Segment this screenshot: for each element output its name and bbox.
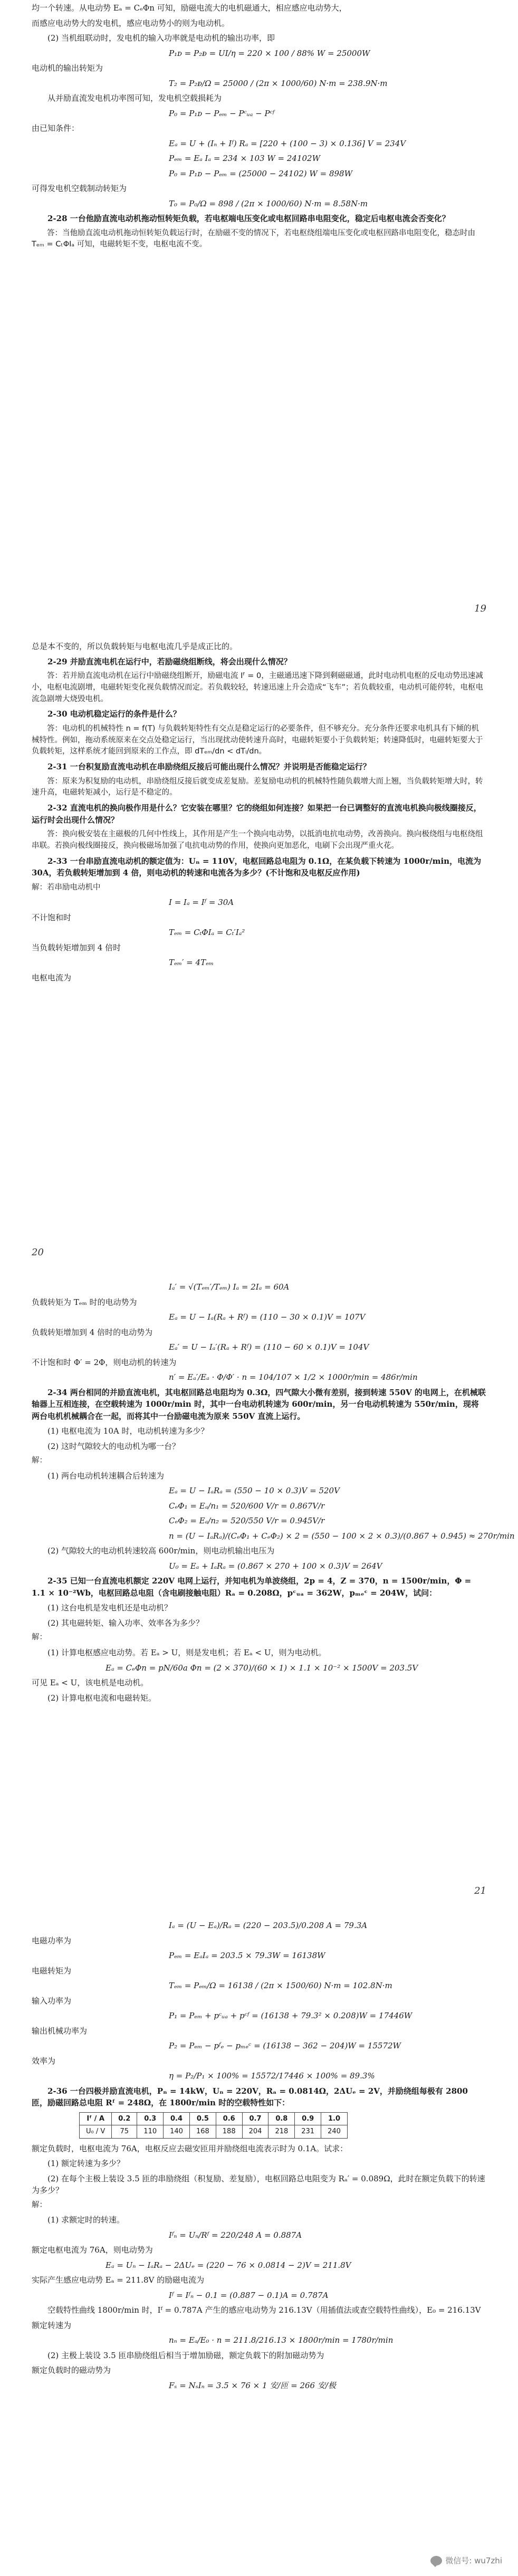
text-line: 输出机械功率为 [32, 2026, 88, 2036]
page-number: 20 [32, 1247, 44, 1258]
text-line: 额定电枢电流为 76A，则电动势为 [32, 2245, 153, 2255]
page-4 [0, 1915, 518, 2576]
text-line: 空载特性曲线 1800r/min 时，Iᶠ = 0.787A 产生的感应电动势为 216.13V（用插值法或查空载特性曲线），E₀ = 216.13V [47, 2305, 481, 2315]
watermark-text: 微信号: wu7zhi [445, 2555, 502, 2565]
equation: P₁ = Pₑₘ + pᶜᵤₐ + pᶜᶠ = (16138 + 79.3² × 0.208)W = 17446W [169, 2011, 413, 2020]
text-line: 均一个转速。从电动势 Eₐ = CₑΦn 可知，励磁电流大的电机磁通大，相应感应电动势大， [32, 3, 347, 13]
text-line: 电动机的输出转矩为 [32, 63, 103, 73]
table-cell: 204 [242, 2125, 268, 2139]
text-line: (2) 主极上装设 3.5 匝串励绕组后相当于增加励磁，额定负载下的附加磁动势为 [47, 2350, 324, 2360]
equation: Eₐ = U − IₐRₐ = (550 − 10 × 0.3)V = 520V [169, 1486, 340, 1496]
table-cell: 140 [164, 2125, 190, 2139]
text-line: 从并励直流发电机功率图可知，发电机空载损耗为 [47, 93, 222, 103]
equation: Fₛ = NₛIₙ = 3.5 × 76 × 1 安/匝 = 266 安/极 [169, 2380, 336, 2390]
table-cell: 0.6 [216, 2112, 242, 2125]
table-cell: 0.2 [112, 2112, 137, 2125]
equation: P₀ = P₁ᴅ − Pₑₘ = (25000 − 24102) W = 898W [169, 168, 352, 178]
table-cell: 1.0 [321, 2112, 348, 2125]
table-cell: 0.5 [189, 2112, 216, 2125]
page-number: 21 [474, 1885, 486, 1896]
table-header-row [80, 2112, 348, 2125]
equation: Pₑₘ = Eₐ Iₐ = 234 × 103 W = 24102W [169, 154, 321, 163]
table-cell: 0.9 [295, 2112, 321, 2125]
text-line: (1) 两台电动机转速耦合后转速为 [47, 1471, 165, 1481]
text-line: 效率为 [32, 2056, 56, 2066]
text-line: (2) 在每个主极上装设 3.5 匝的串励绕组（积复励、差复励），电枢回路总电阻变为 Rₐ′ = 0.089Ω，此时在额定负载下的转速为多少？ [32, 2173, 485, 2195]
text-line: (1) 这台电机是发电机还是电动机？ [47, 1603, 172, 1613]
question-2-29: 2-29 并励直流电机在运行中，若励磁绕组断线，将会出现什么情况？ [47, 656, 292, 666]
table-cell: 168 [189, 2125, 216, 2139]
table-cell: 0.3 [137, 2112, 164, 2125]
table-cell: 75 [112, 2125, 137, 2139]
text-line: 额定负载时的磁动势为 [32, 2365, 111, 2375]
equation: Tₑₘ = CₜΦIₐ = Cₜ′Iₐ² [169, 928, 245, 938]
text-line: (2) 计算电枢电流和电磁转矩。 [47, 1693, 157, 1703]
text-line: 额定负载时，电枢电流为 76A，电枢反应去磁安匝用并励绕组电流表示时为 0.1A。试求： [32, 2143, 348, 2153]
answer-2-31: 答：原来为积复励的电动机，串励绕组反接后就变成差复励。差复励电动机的机械特性随负载增大而上翘，当负载转矩增大时，转速升高，电磁转矩减小，运行是不稳定的。 [32, 777, 483, 797]
answer-2-32: 答：换向极安装在主磁极的几何中性线上，其作用是产生一个换向电动势，以抵消电抗电动势，改善换向。换向极绕组与电枢绕组串联。若换向极线圈接反，换向极磁场加强了电抗电动势的作用，使换向更加恶化，电刷下会出现严重火花。 [32, 830, 483, 850]
question-2-34: 2-34 两台相同的并励直流电机，其电枢回路总电阻均为 0.3Ω，四气隙大小微有差别，接到转速 550V 的电网上，在机械联轴器上互相连接，在空载转速为 1000r/min 时，其中一台电动机转速为 600r/min，另一台电动机转速为 550r/min，现将两台电机机械耦合在一起，而将其中一台励磁电流为原来 550V 直流上运行。 [32, 1387, 486, 1421]
text-line: (2) 这时气隙较大的电动机为哪一台？ [47, 1441, 180, 1451]
text-line: 不计饱和时 [32, 912, 72, 922]
table-cell: 0.8 [268, 2112, 295, 2125]
equation: Eₐ = CₑΦn = pN/60a Φn = (2 × 370)/(60 × 1) × 1.1 × 10⁻² × 1500V = 203.5V [105, 1663, 418, 1673]
equation: P₀ = P₁ᴅ − Pₑₘ − Pᶜᵤₐ − Pᶜᶠ [169, 108, 275, 118]
no-load-characteristic-table [79, 2112, 348, 2139]
equation: Iₐ′ = √(Tₑₘ′/Tₑₘ) Iₐ = 2Iₐ = 60A [169, 1282, 290, 1292]
page-3 [0, 1277, 518, 1915]
solution-label: 解： [32, 1633, 47, 1642]
equation: n = (U − IₐRₐ)/(CₑΦ₁ + CₑΦ₂) × 2 = (550 − 100 × 2 × 0.3)/(0.867 + 0.945) ≈ 270r/min [169, 1531, 515, 1541]
table-cell: 231 [295, 2125, 321, 2139]
equation: Iᶠ = Iᶠₙ − 0.1 = (0.887 − 0.1)A = 0.787A [169, 2290, 329, 2300]
equation: Eₐ = Uₙ − IₐRₐ − 2ΔUₑ = (220 − 76 × 0.0814 − 2)V = 211.8V [105, 2260, 351, 2270]
equation: Eₐ = U − Iₐ(Rₐ + Rᶠ) = (110 − 30 × 0.1)V = 107V [169, 1312, 366, 1322]
equation: P₁ᴅ = P₂ᴆ = UI/η = 220 × 100 / 88% W = 25000W [169, 48, 370, 58]
text-line: 当负载转矩增加到 4 倍时 [32, 942, 121, 952]
equation: Tₑₘ′ = 4Tₑₘ [169, 958, 214, 968]
text-line: 总是本不变的，所以负载转矩与电枢电流几乎是成正比的。 [32, 642, 238, 651]
equation: Iᶠₙ = Uₙ/Rᶠ = 220/248 A = 0.887A [169, 2230, 302, 2240]
text-line: 输入功率为 [32, 1996, 72, 2006]
equation: I = Iₐ = Iᶠ = 30A [169, 898, 234, 908]
equation: U₀ = Eₐ + IₐRₐ = (0.867 × 270 + 100 × 0.3)V = 264V [169, 1561, 382, 1571]
answer-2-29: 答：若并励直流电动机在运行中励磁绕组断开，励磁电流 Iᶠ = 0，主磁通迅速下降到剩磁磁通，此时电动机电枢的反电动势迅速减小，电枢电流剧增，电磁转矩变化视负载情况而定。若负载较轻，转速迅速上升会造成“飞车”；若负载较重，电动机可能停转，电枢电流急剧增大烧毁电机。 [32, 672, 484, 703]
text-line: (1) 额定转速为多少？ [47, 2159, 125, 2168]
equation: η = P₂/P₁ × 100% = 15572/17446 × 100% = 89.3% [169, 2071, 375, 2081]
solution-label: 解： [32, 2200, 47, 2209]
question-2-36: 2-36 一台四极并励直流电机，Pₙ = 14kW，Uₙ = 220V，Rₐ = 0.0814Ω，2ΔUₑ = 2V，并励绕组每极有 2800 匝，励磁回路总电阻 Rᶠ = 248Ω，在 1800r/min 时的空载特性如下： [32, 2086, 468, 2107]
text-line: 电磁功率为 [32, 1935, 72, 1945]
table-cell: U₀ / V [80, 2125, 112, 2139]
question-2-35: 2-35 已知一台直流电机额定 220V 电网上运行，并知电机为单波绕组，2p = 4，Z = 370，n = 1500r/min，Φ = 1.1 × 10⁻²Wb，电枢回路总电阻（含电刷接触电阻）Rₐ = 0.208Ω，pᶜᵤₐ = 362W，pₘₑᶜ = 204W，试问： [32, 1576, 472, 1598]
equation: Eₐ = U + (Iₙ + Iᶠ) Rₐ = [220 + (100 − 3) × 0.136] V = 234V [169, 138, 406, 148]
answer-2-30: 答：电动机的机械特性 n = f(T) 与负载转矩特性有交点是稳定运行的必要条件，但不够充分。充分条件还要求电机具有下倾的机械特性。例如，拖动系统原来在交点处稳定运行，当出现扰动使转速升高时，电磁转矩要小于负载转矩；转速降低时，电磁转矩要大于负载转矩，这样系统才能回到原来的工作点，即 dTₑₘ/dn < dTₗ/dn。 [32, 724, 483, 756]
text-line: 负载转矩增加到 4 倍时的电动势为 [32, 1327, 153, 1337]
equation: Eₐ′ = U − Iₐ′(Rₐ + Rᶠ) = (110 − 60 × 0.1)V = 104V [169, 1342, 369, 1352]
text-line: 额定转速为 [32, 2320, 72, 2330]
text-line: 电磁转矩为 [32, 1966, 72, 1976]
equation: CₑΦ₂ = Eₐ/n₂ = 520/550 V/r = 0.945V/r [169, 1516, 325, 1526]
wechat-icon [430, 2556, 442, 2565]
text-line: (1) 求额定时的转速。 [47, 2215, 125, 2225]
table-cell: 0.4 [164, 2112, 190, 2125]
table-cell: 110 [137, 2125, 164, 2139]
table-cell: 188 [216, 2125, 242, 2139]
answer-2-28: 答：当他励直流电动机拖动恒转矩负载运行时，在励磁不变的情况下，若电枢绕组端电压变化或电枢回路串电阻变化，稳态时由 Tₑₘ = CₜΦIₐ 可知，电磁转矩不变，电枢电流不变。 [32, 228, 475, 249]
question-2-33: 2-33 一台串励直流电动机的额定值为：Uₙ = 110V，电枢回路总电阻为 0.1Ω，在某负载下转速为 1000r/min，电流为 30A，若负载转矩增加到 4 倍，则电动机的转速和电流各为多少？(不计饱和及电枢反应作用) [32, 856, 482, 877]
text-line: (1) 电枢电流为 10A 时，电动机转速为多少？ [47, 1426, 209, 1436]
equation: Iₐ = (U − Eₐ)/Rₐ = (220 − 203.5)/0.208 A = 79.3A [169, 1921, 368, 1930]
text-line: (2) 气隙较大的电动机转速较高 600r/min，则电动机输出电压为 [47, 1546, 275, 1556]
question-2-28: 2-28 一台他励直流电动机拖动恒转矩负载，若电枢端电压变化或电枢回路串电阻变化，稳定后电枢电流会否变化？ [47, 214, 450, 223]
solution-label: 解： [32, 1456, 47, 1465]
text-line: (2) 其电磁转矩、输入功率、效率各为多少？ [47, 1618, 204, 1628]
question-2-30: 2-30 电动机稳定运行的条件是什么？ [47, 709, 181, 719]
text-line: 由已知条件： [32, 123, 80, 133]
table-row [80, 2125, 348, 2139]
table-cell: Iᶠ / A [80, 2112, 112, 2125]
equation: P₂ = Pₑₘ − pᶠₑ − pₘₑᶜ = (16138 − 362 − 204)W = 15572W [169, 2041, 401, 2050]
solution-label: 解：若串励电动机中 [32, 883, 101, 892]
page-number: 19 [474, 603, 486, 614]
equation: Tₑₘ = Pₑₘ/Ω = 16138 / (2π × 1500/60) N·m = 102.8N·m [169, 1981, 392, 1990]
equation: T₀ = P₀/Ω = 898 / (2π × 1000/60) N·m = 8.58N·m [169, 198, 368, 208]
table-cell: 240 [321, 2125, 348, 2139]
text-line: (2) 当机组联动时，发电机的输入功率就是电动机的输出功率，即 [47, 33, 275, 43]
equation: T₂ = P₂ᴆ/Ω = 25000 / (2π × 1000/60) N·m = 238.9N·m [169, 78, 388, 88]
table-cell: 0.7 [242, 2112, 268, 2125]
text-line: 可得发电机空载制动转矩为 [32, 184, 127, 193]
equation: n′ = Eₐ′/Eₐ · Φ/Φ′ · n = 104/107 × 1/2 × 1000r/min = 486r/min [169, 1372, 418, 1382]
text-line: 电枢电流为 [32, 972, 72, 982]
text-line: 实际产生感应电动势 Eₐ = 211.8V 的励磁电流为 [32, 2275, 205, 2285]
question-2-31: 2-31 一台积复励直流电动机在串励绕组反接后可能出现什么情况？并说明是否能稳定运行？ [47, 762, 371, 771]
equation: CₑΦ₁ = Eₐ/n₁ = 520/600 V/r = 0.867V/r [169, 1501, 325, 1511]
table-cell: 218 [268, 2125, 295, 2139]
page-1 [0, 0, 518, 638]
text-line: 而感应电动势大的发电机，感应电动势小的则为电动机。 [32, 18, 230, 28]
text-line: 可见 Eₐ < U，该电机是电动机。 [32, 1678, 149, 1687]
equation: nₙ = Eₐ/E₀ · n = 211.8/216.13 × 1800r/min = 1780r/min [169, 2335, 394, 2345]
page-2 [0, 638, 518, 1277]
question-2-32: 2-32 直流电机的换向极作用是什么？它安装在哪里？它的绕组如何连接？如果把一台已调整好的直流电机换向极线圈接反，运行时会出现什么情况？ [32, 803, 482, 825]
text-line: (1) 计算电枢感应电动势。若 Eₐ > U，则是发电机；若 Eₐ < U，则为电动机。 [47, 1648, 327, 1657]
text-line: 不计饱和时 Φ′ = 2Φ，则电动机的转速为 [32, 1357, 177, 1367]
equation: Pₑₘ = EₐIₐ = 203.5 × 79.3W = 16138W [169, 1951, 325, 1960]
text-line: 负载转矩为 Tₑₘ 时的电动势为 [32, 1297, 137, 1307]
wechat-watermark [430, 2555, 502, 2567]
